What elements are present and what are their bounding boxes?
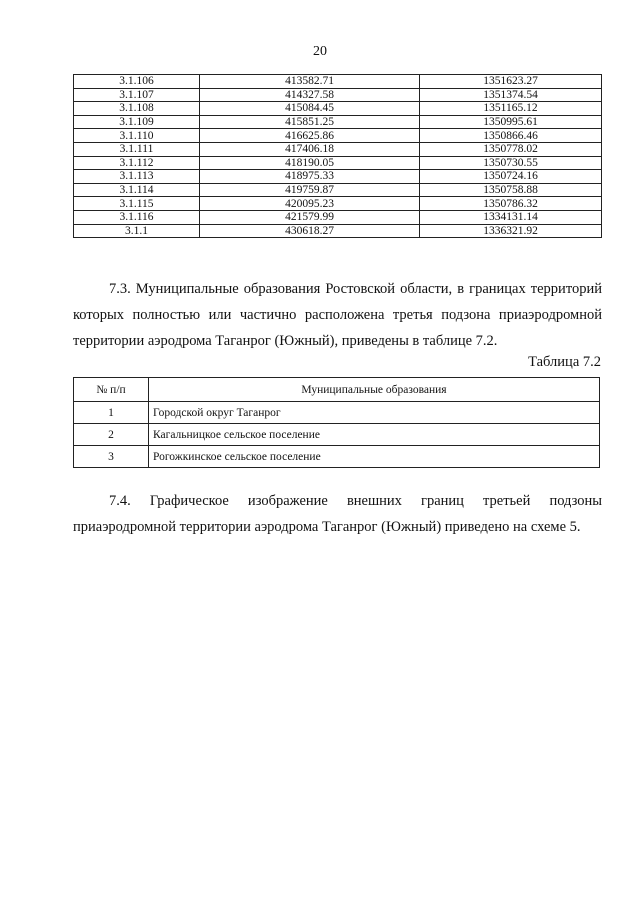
- municipalities-table: [73, 377, 600, 468]
- point-id: 3.1.114: [74, 183, 200, 197]
- row-num: 1: [74, 402, 149, 424]
- point-id: 3.1.107: [74, 88, 200, 102]
- coord-x: 414327.58: [200, 88, 420, 102]
- table-header-row: [74, 378, 600, 402]
- coordinates-table: [73, 74, 602, 238]
- table-row: [74, 129, 602, 143]
- section-7-4-paragraph: [73, 488, 602, 540]
- table-row: [74, 210, 602, 224]
- point-id: 3.1.116: [74, 210, 200, 224]
- table-row: [74, 183, 602, 197]
- coord-x: 417406.18: [200, 142, 420, 156]
- point-id: 3.1.110: [74, 129, 200, 143]
- coord-x: 416625.86: [200, 129, 420, 143]
- coord-y: 1350730.55: [420, 156, 602, 170]
- point-id: 3.1.109: [74, 115, 200, 129]
- coord-x: 421579.99: [200, 210, 420, 224]
- table-row: [74, 102, 602, 116]
- coord-x: 418975.33: [200, 170, 420, 184]
- section-7-3-text: 7.3. Муниципальные образования Ростовской области, в границах территорий которых полностью или частично расположена третья подзона приаэродромной территории аэродрома Таганрог (Южный), приведены в таблице 7.2.: [73, 281, 602, 349]
- table-row: [74, 88, 602, 102]
- coord-x: 418190.05: [200, 156, 420, 170]
- coord-x: 413582.71: [200, 75, 420, 89]
- municipality-name: Городской округ Таганрог: [149, 402, 600, 424]
- point-id: 3.1.108: [74, 102, 200, 116]
- point-id: 3.1.112: [74, 156, 200, 170]
- coord-y: 1350786.32: [420, 197, 602, 211]
- table-row: [74, 142, 602, 156]
- table-row: [74, 402, 600, 424]
- table-row: [74, 446, 600, 468]
- section-7-4-text: 7.4. Графическое изображение внешних границ третьей подзоны приаэродромной территории аэродрома Таганрог (Южный) приведено на схеме 5.: [73, 493, 602, 535]
- table-row: [74, 170, 602, 184]
- section-7-3-paragraph: [73, 276, 602, 354]
- coord-x: 415084.45: [200, 102, 420, 116]
- table-caption: Таблица 7.2: [528, 354, 601, 370]
- point-id: 3.1.106: [74, 75, 200, 89]
- point-id: 3.1.1: [74, 224, 200, 238]
- page-number: 20: [313, 44, 327, 59]
- point-id: 3.1.111: [74, 142, 200, 156]
- table-row: [74, 424, 600, 446]
- coord-y: 1350724.16: [420, 170, 602, 184]
- coord-y: 1351623.27: [420, 75, 602, 89]
- coord-x: 430618.27: [200, 224, 420, 238]
- table-row: [74, 75, 602, 89]
- coord-y: 1350866.46: [420, 129, 602, 143]
- coord-x: 419759.87: [200, 183, 420, 197]
- row-num: 2: [74, 424, 149, 446]
- coord-y: 1351374.54: [420, 88, 602, 102]
- coord-y: 1351165.12: [420, 102, 602, 116]
- municipality-name: Кагальницкое сельское поселение: [149, 424, 600, 446]
- table-row: [74, 156, 602, 170]
- coord-x: 415851.25: [200, 115, 420, 129]
- coord-y: 1334131.14: [420, 210, 602, 224]
- coord-y: 1336321.92: [420, 224, 602, 238]
- coord-y: 1350778.02: [420, 142, 602, 156]
- table-row: [74, 197, 602, 211]
- table-row: [74, 224, 602, 238]
- coord-y: 1350758.88: [420, 183, 602, 197]
- row-num: 3: [74, 446, 149, 468]
- header-num: № п/п: [74, 378, 149, 402]
- table-row: [74, 115, 602, 129]
- header-name: Муниципальные образования: [149, 378, 600, 402]
- coord-x: 420095.23: [200, 197, 420, 211]
- point-id: 3.1.115: [74, 197, 200, 211]
- municipality-name: Рогожкинское сельское поселение: [149, 446, 600, 468]
- coord-y: 1350995.61: [420, 115, 602, 129]
- point-id: 3.1.113: [74, 170, 200, 184]
